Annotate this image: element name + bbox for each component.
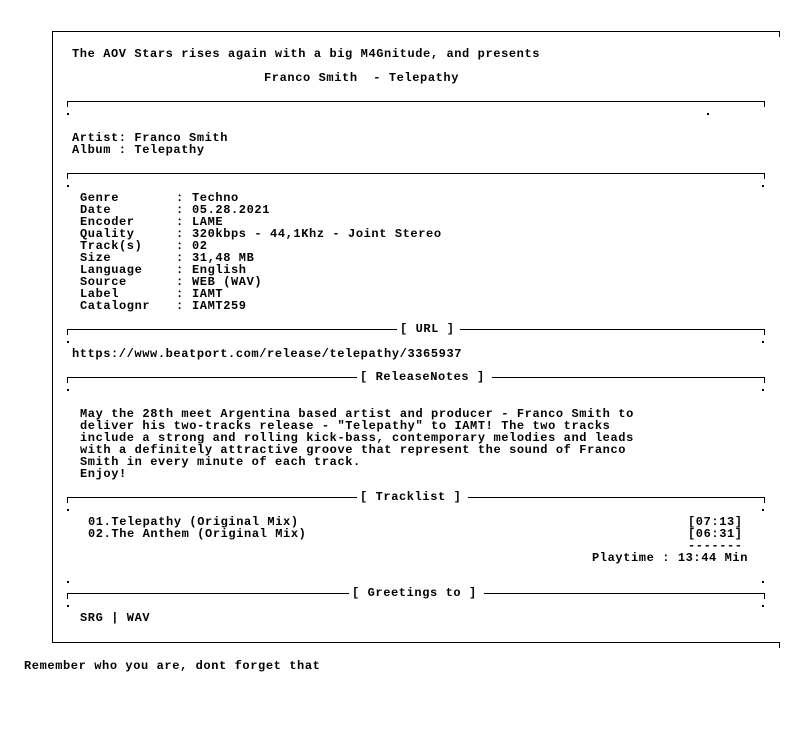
section-rule	[484, 593, 764, 594]
rule-tick	[764, 377, 765, 383]
section-rule	[67, 329, 397, 330]
detail-key-source: Source	[80, 275, 127, 289]
border-dot	[762, 341, 764, 343]
outer-bottom-border	[52, 642, 780, 643]
release-notes-line: Enjoy!	[80, 467, 127, 481]
border-dot	[707, 113, 709, 115]
album-line: Album : Telepathy	[72, 143, 205, 157]
release-heading: Franco Smith - Telepathy	[264, 71, 460, 85]
detail-value-encoder: LAME	[192, 215, 224, 229]
artist-line: Artist: Franco Smith	[72, 131, 229, 145]
outer-right-border	[779, 31, 780, 37]
track-duration: [06:31]	[688, 527, 743, 541]
section-rule	[468, 497, 764, 498]
track-duration: [07:13]	[688, 515, 743, 529]
greetings-list: SRG | WAV	[80, 611, 151, 625]
release-notes-title: [ ReleaseNotes ]	[360, 370, 485, 384]
detail-key-quality: Quality	[80, 227, 135, 241]
detail-sep: :	[176, 203, 184, 217]
border-dot	[762, 605, 764, 607]
border-dot	[762, 185, 764, 187]
detail-value-size: 31,48 MB	[192, 251, 255, 265]
outer-top-border	[52, 31, 780, 32]
release-notes-line: deliver his two-tracks release - "Telepathy" to IAMT! The two tracks	[80, 419, 611, 433]
rule-tick	[67, 173, 68, 179]
detail-key-genre: Genre	[80, 191, 120, 205]
detail-value-tracks: 02	[192, 239, 208, 253]
section-rule	[67, 497, 357, 498]
section-rule	[67, 593, 349, 594]
playtime: Playtime : 13:44 Min	[592, 551, 749, 565]
release-notes-line: with a definitely attractive groove that represent the sound of Franco	[80, 443, 627, 457]
section-rule	[492, 377, 764, 378]
total-rule: -------	[688, 539, 743, 553]
rule-tick	[764, 101, 765, 107]
detail-key-catalognr: Catalognr	[80, 299, 151, 313]
outer-bottom-right-tick	[779, 642, 780, 648]
url-section-title: [ URL ]	[400, 322, 455, 336]
rule-tick	[764, 329, 765, 335]
detail-value-catalognr: IAMT259	[192, 299, 247, 313]
detail-key-language: Language	[80, 263, 143, 277]
border-dot	[67, 185, 69, 187]
rule-tick	[764, 173, 765, 179]
section-rule	[67, 377, 357, 378]
section-rule	[460, 329, 764, 330]
outer-left-border	[52, 31, 53, 643]
footer-text: Remember who you are, dont forget that	[24, 659, 321, 673]
rule-tick	[67, 497, 68, 503]
detail-value-source: WEB (WAV)	[192, 275, 263, 289]
detail-sep: :	[176, 251, 184, 265]
release-notes-line: May the 28th meet Argentina based artist and producer - Franco Smith to	[80, 407, 634, 421]
track-title: 02.The Anthem (Original Mix)	[88, 527, 307, 541]
detail-sep: :	[176, 239, 184, 253]
rule-tick	[67, 329, 68, 335]
detail-value-genre: Techno	[192, 191, 239, 205]
detail-value-quality: 320kbps - 44,1Khz - Joint Stereo	[192, 227, 442, 241]
detail-value-date: 05.28.2021	[192, 203, 271, 217]
rule-tick	[67, 101, 68, 107]
detail-key-date: Date	[80, 203, 112, 217]
border-dot	[762, 389, 764, 391]
rule-tick	[764, 497, 765, 503]
section-rule	[67, 173, 764, 174]
border-dot	[67, 113, 69, 115]
detail-key-encoder: Encoder	[80, 215, 135, 229]
rule-tick	[764, 593, 765, 599]
detail-sep: :	[176, 215, 184, 229]
detail-sep: :	[176, 287, 184, 301]
track-title: 01.Telepathy (Original Mix)	[88, 515, 299, 529]
detail-value-label: IAMT	[192, 287, 224, 301]
section-rule	[67, 101, 764, 102]
detail-value-language: English	[192, 263, 247, 277]
intro-line: The AOV Stars rises again with a big M4Gnitude, and presents	[72, 47, 541, 61]
border-dot	[67, 581, 69, 583]
release-url[interactable]: https://www.beatport.com/release/telepathy/3365937	[72, 347, 463, 361]
detail-key-size: Size	[80, 251, 112, 265]
border-dot	[762, 509, 764, 511]
rule-tick	[67, 593, 68, 599]
detail-sep: :	[176, 299, 184, 313]
rule-tick	[67, 377, 68, 383]
border-dot	[67, 605, 69, 607]
border-dot	[67, 341, 69, 343]
border-dot	[67, 389, 69, 391]
detail-sep: :	[176, 227, 184, 241]
detail-key-label: Label	[80, 287, 120, 301]
detail-sep: :	[176, 191, 184, 205]
tracklist-title: [ Tracklist ]	[360, 490, 462, 504]
greetings-title: [ Greetings to ]	[352, 586, 477, 600]
release-notes-line: Smith in every minute of each track.	[80, 455, 361, 469]
border-dot	[67, 509, 69, 511]
detail-sep: :	[176, 275, 184, 289]
detail-sep: :	[176, 263, 184, 277]
border-dot	[762, 581, 764, 583]
detail-key-tracks: Track(s)	[80, 239, 143, 253]
release-notes-line: include a strong and rolling kick-bass, contemporary melodies and leads	[80, 431, 634, 445]
